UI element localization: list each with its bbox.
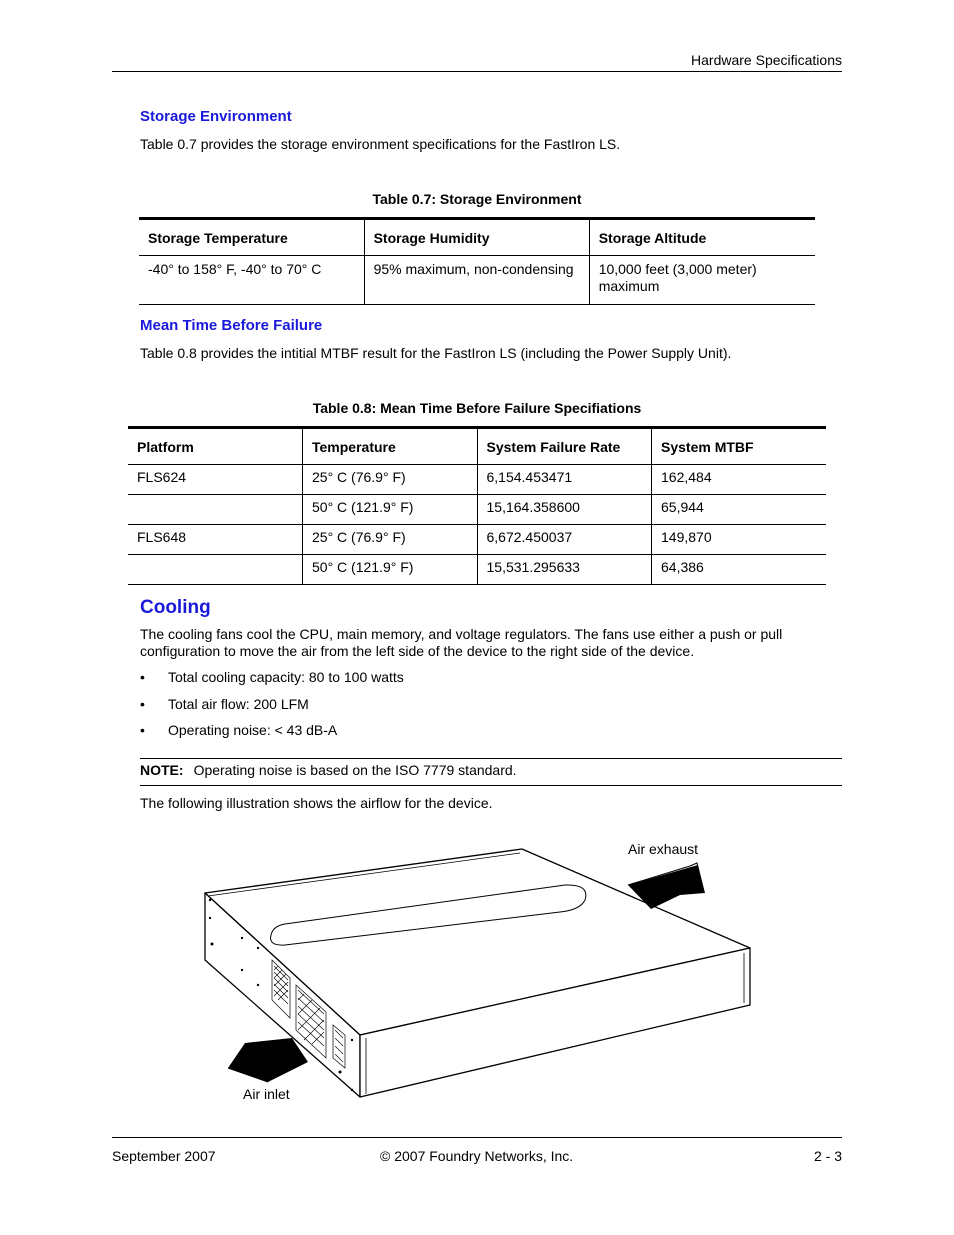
- cooling-intro: The cooling fans cool the CPU, main memory, and voltage regulators. The fans use either a push or pull configuration to move the air from the left side of the device to the right side of the device.: [140, 626, 783, 659]
- storage-intro: Table 0.7 provides the storage environment specifications for the FastIron LS.: [140, 136, 621, 152]
- note-text: Operating noise is based on the ISO 7779 standard.: [193, 762, 517, 778]
- running-header: Hardware Specifications: [691, 52, 842, 68]
- column-header: Storage Humidity: [364, 219, 589, 256]
- table-cell: 50° C (121.9° F): [303, 495, 478, 525]
- list-item-text: Operating noise: < 43 dB-A: [168, 722, 338, 738]
- column-header: Storage Temperature: [148, 229, 288, 246]
- column-header: Platform: [137, 438, 194, 455]
- table-cell: 95% maximum, non-condensing: [364, 256, 589, 305]
- cooling-heading: Cooling: [140, 597, 211, 618]
- air-exhaust-label: Air exhaust: [628, 841, 699, 857]
- footer-rule: [112, 1137, 842, 1138]
- mtbf-heading: Mean Time Before Failure: [140, 317, 323, 334]
- footer-copyright: © 2007 Foundry Networks, Inc.: [380, 1148, 574, 1164]
- table-cell: 25° C (76.9° F): [303, 525, 478, 555]
- table-cell: 10,000 feet (3,000 meter) maximum: [589, 256, 815, 305]
- page-number: 2 - 3: [813, 1148, 842, 1164]
- table-cell: 6,672.450037: [477, 525, 652, 555]
- bullet-icon: •: [140, 722, 145, 738]
- table-cell: 65,944: [652, 495, 827, 525]
- bullet-icon: •: [140, 695, 145, 712]
- table-cell: 162,484: [652, 465, 827, 495]
- mtbf-table-caption: Table 0.8: Mean Time Before Failure Specifiations: [312, 400, 642, 416]
- table-cell: 149,870: [652, 525, 827, 555]
- air-inlet-arrow-icon: [228, 1038, 308, 1082]
- list-item-text: Total air flow: 200 LFM: [168, 695, 309, 712]
- table-cell: 15,164.358600: [477, 495, 652, 525]
- illustration-intro: The following illustration shows the airflow for the device.: [140, 795, 493, 811]
- table-cell: 50° C (121.9° F): [303, 555, 478, 585]
- table-cell: 6,154.453471: [477, 465, 652, 495]
- column-header: Storage Altitude: [589, 219, 815, 256]
- storage-heading: Storage Environment: [140, 108, 292, 125]
- footer-date: September 2007: [112, 1148, 216, 1164]
- column-header: System Failure Rate: [477, 428, 652, 465]
- table-cell: FLS624: [137, 469, 187, 485]
- mtbf-intro: Table 0.8 provides the intitial MTBF result for the FastIron LS (including the Power Supply Unit).: [140, 345, 732, 361]
- storage-table-caption: Table 0.7: Storage Environment: [372, 191, 582, 207]
- list-item-text: Total cooling capacity: 80 to 100 watts: [168, 669, 404, 685]
- note-label: NOTE:: [140, 762, 184, 778]
- bullet-icon: •: [140, 669, 145, 685]
- column-header: Temperature: [303, 428, 478, 465]
- column-header: System MTBF: [652, 428, 827, 465]
- table-cell: -40° to 158° F, -40° to 70° C: [148, 261, 322, 277]
- table-cell: 64,386: [652, 555, 827, 585]
- air-inlet-label: Air inlet: [243, 1086, 290, 1102]
- table-cell: 25° C (76.9° F): [303, 465, 478, 495]
- table-cell: 15,531.295633: [477, 555, 652, 585]
- table-cell: FLS648: [137, 529, 187, 545]
